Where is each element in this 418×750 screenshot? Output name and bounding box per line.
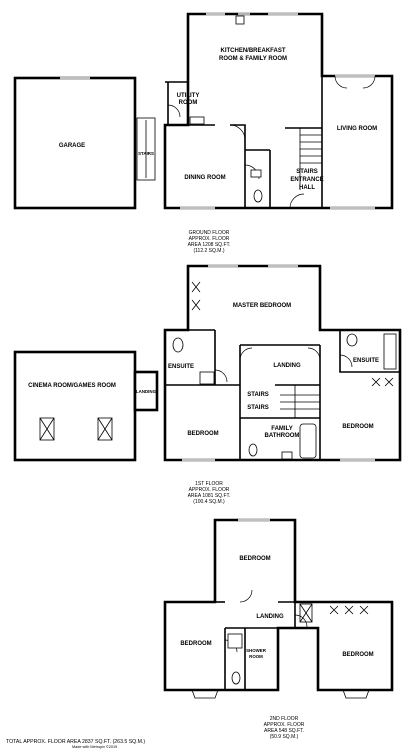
- ground-caption-1: GROUND FLOOR: [188, 230, 230, 236]
- second-caption-1: 2ND FLOOR: [269, 716, 299, 722]
- second-floor-outline: [165, 520, 392, 690]
- master-bedroom-label: MASTER BEDROOM: [232, 303, 292, 309]
- cinema-landing-label: LANDING: [135, 389, 157, 394]
- stairs-lower-label: STAIRS: [247, 405, 269, 411]
- cinema-skylight-right: [98, 418, 112, 440]
- cinema-label: CINEMA ROOM/GAMES ROOM: [28, 383, 116, 389]
- second-bedroom-left-label: BEDROOM: [180, 641, 212, 647]
- family-wc: [249, 444, 257, 456]
- second-caption-4: (50.9 SQ.M.): [269, 734, 299, 740]
- utility-label-line2: ROOM: [178, 100, 198, 106]
- utility-label-line1: UTILITY: [176, 93, 200, 99]
- first-floor-plan: [15, 266, 400, 505]
- ensuite-left-wc: [173, 338, 183, 352]
- ensuite-right-label: ENSUITE: [352, 358, 380, 364]
- kitchen-label-line1: KITCHEN/BREAKFAST: [220, 48, 286, 54]
- first-caption-4: (100.4 SQ.M.): [193, 499, 225, 505]
- dining-label: DINING ROOM: [184, 175, 226, 181]
- second-caption-2: APPROX. FLOOR: [263, 722, 305, 728]
- ensuite-left-label: ENSUITE: [167, 364, 195, 370]
- hall-label: HALL: [299, 185, 315, 191]
- living-label: LIVING ROOM: [336, 126, 378, 132]
- cloakroom-basin: [251, 170, 261, 177]
- cinema-room: [15, 352, 135, 460]
- bedroom-right-label: BEDROOM: [342, 424, 374, 430]
- ground-floor-plan: [15, 14, 392, 254]
- kitchen-label-line2: ROOM & FAMILY ROOM: [218, 56, 288, 62]
- landing-skylight: [300, 604, 312, 622]
- second-floor-plan: [165, 520, 392, 740]
- first-caption-2: APPROX. FLOOR: [188, 487, 230, 493]
- ensuite-left-shower: [200, 372, 214, 384]
- family-bathroom-label-1: FAMILY: [271, 426, 293, 432]
- ground-stairs-label: STAIRS: [296, 169, 318, 175]
- shower-room-wc: [232, 672, 240, 684]
- bedroom-top-label: BEDROOM: [239, 556, 271, 562]
- shower-room-label-1: SHOWER: [246, 648, 266, 653]
- shower-tray: [228, 634, 242, 648]
- ground-caption-3: AREA 1208 SQ.FT.: [187, 242, 231, 248]
- utility-sink: [190, 117, 204, 124]
- ground-caption-2: APPROX. FLOOR: [188, 236, 230, 242]
- second-caption-3: AREA 548 SQ.FT.: [263, 728, 305, 734]
- second-landing-label: LANDING: [256, 614, 284, 620]
- cloakroom-wc: [254, 190, 262, 202]
- family-bathroom-label-2: BATHROOM: [264, 433, 300, 439]
- total-area-footer: TOTAL APPROX. FLOOR AREA 2837 SQ.FT. (263.5 SQ.M.): [6, 739, 146, 745]
- garage-label: GARAGE: [58, 143, 86, 149]
- garage-stairs-label: STAIRS: [138, 151, 154, 156]
- first-caption-3: AREA 1081 SQ.FT.: [187, 493, 231, 499]
- kitchen-sink: [236, 16, 244, 24]
- family-basin: [282, 452, 292, 459]
- landing-label: LANDING: [273, 363, 301, 369]
- first-caption-1: 1ST FLOOR: [195, 481, 223, 487]
- ground-caption-4: (112.2 SQ.M.): [193, 248, 225, 254]
- entrance-label: ENTRANCE: [290, 177, 324, 183]
- family-bath: [300, 424, 316, 458]
- second-bedroom-right-label: BEDROOM: [342, 652, 374, 658]
- bedroom-left-label: BEDROOM: [187, 431, 219, 437]
- metropix-credit: Made with Metropix ©2019: [72, 745, 118, 749]
- ensuite-right-bath: [384, 334, 396, 369]
- cinema-skylight-left: [40, 418, 54, 440]
- shower-room-label-2: ROOM: [249, 654, 263, 659]
- stairs-upper-label: STAIRS: [247, 392, 269, 398]
- ensuite-right-wc: [347, 334, 357, 346]
